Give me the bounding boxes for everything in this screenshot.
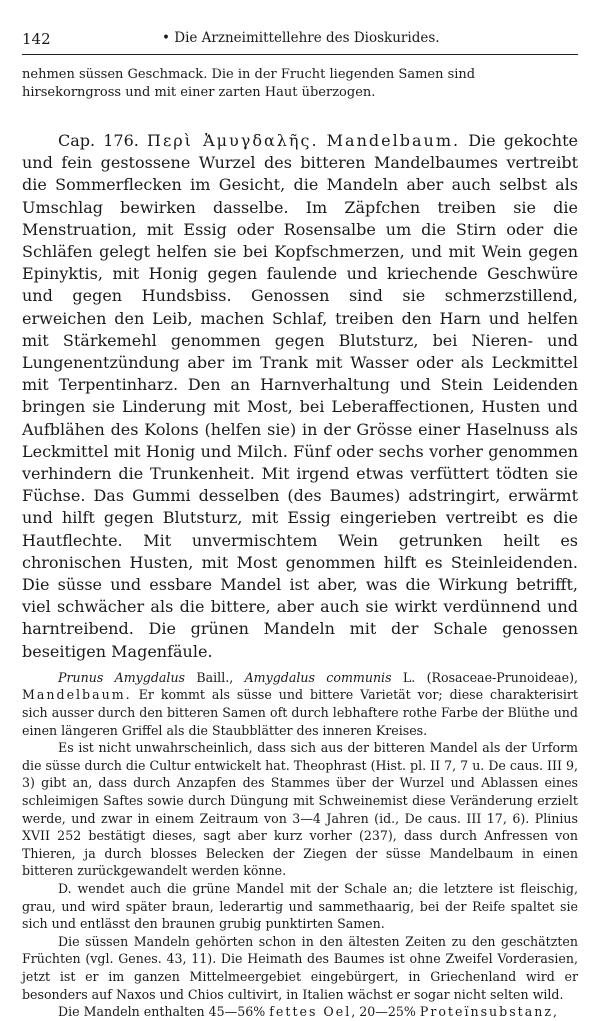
page-header <box>22 30 578 56</box>
chapter-number: Cap. 176. <box>58 131 139 150</box>
p5-part-a: Die Mandeln enthalten 45—56% <box>58 1004 270 1020</box>
chapter-body: Die gekochte und fein gestossene Wurzel des bitteren Mandelbaumes vertreibt die Sommerflecken im Gesicht, die Mandeln aber auch selbst als Umschlag bewirken dasselbe. Im Zäpfchen treiben sie die Menstruation, mit Essig oder Rosensalbe um die Stirn oder die Schläfen gelegt helfen sie bei Kopfschmerzen, und mit Wein gegen Epinyktis, mit Honig gegen faulende und kriechende Geschwüre und gegen Hundsbiss. Genossen sind sie schmerzstillend, erweichen den Leib, machen Schlaf, treiben den Harn und helfen mit Stärkemehl genommen gegen Blutsturz, bei Nieren- und Lungenentzündung aber im Trank mit Wasser oder als Leckmittel mit Terpentinharz. Den an Harnverhaltung und Stein Leidenden bringen sie Linderung mit Most, bei Leberaffectionen, Husten und Aufblähen des Kolons (helfen sie) in der Grösse einer Haselnuss als Leckmittel mit Honig und Milch. Fünf oder sechs vorher genommen verhindern die Trunkenheit. Mit irgend etwas verfüttert tödten sie Füchse. Das Gummi desselben (des Baumes) adstringirt, erwärmt und hilft gegen Blutsturz, mit Essig eingerieben vertreibt es die Hautflechte. Mit unvermischtem Wein getrunken heilt es chronischen Husten, mit Most genommen hilft es Steinleidenden. Die süsse und essbare Mandel ist aber, was die Wirkung betrifft, viel schwächer als die bittere, aber auch sie wirkt verdünnend und harntreibend. Die grünen Mandeln mit der Schale genossen beseitigen Magenfäule. <box>22 131 578 661</box>
commentary-text-1: Er kommt als süsse und bittere Varietät vor; diese charakterisirt sich ausser durch den bitteren Samen oft durch lebhaftere rothe Farbe der Blüthe und einen längeren Griffel als die Staubblätter des inneren Kreises. <box>22 687 578 738</box>
botanical-name-1: Prunus Amygdalus <box>58 669 186 685</box>
commentary-paragraph-1 <box>22 669 578 739</box>
p5-part-e: , <box>553 1004 558 1020</box>
fatty-oil-term: fettes Oel <box>269 1004 352 1020</box>
author-2: L. (Rosaceae-Prunoideae), <box>391 669 578 685</box>
botanical-name-2: Amygdalus communis <box>244 669 392 685</box>
greek-title: Περὶ Ἀμυγδαλῆς. <box>147 131 319 150</box>
commentary-paragraph-5 <box>22 1003 578 1021</box>
chapter-176 <box>22 130 578 663</box>
common-name: Mandelbaum. <box>22 687 132 703</box>
commentary-paragraph-4: Die süssen Mandeln gehörten schon in den ältesten Zeiten zu den geschätzten Früchten (vgl. Genes. 43, 11). Die Heimath des Baumes ist ohne Zweifel Vorderasien, jetzt ist er im ganzen Mittelmeergebiet eingebürgert, in Griechenland wird er besonders auf Naxos und Chios cultivirt, in Italien wächst er sogar nicht selten wild. <box>22 933 578 1002</box>
p5-part-c: , 20—25% <box>351 1004 420 1020</box>
commentary-paragraph-2: Es ist nicht unwahrscheinlich, dass sich aus der bitteren Mandel als der Urform die süsse durch die Cultur entwickelt hat. Theophrast (Hist. pl. II 7, 7 u. De caus. III 9, 3) gibt an, dass durch Anzapfen des Stammes über der Wurzel und Ablassen eines schleimigen Saftes sowie durch Düngung mit Schweinemist diese Veränderung erzielt werde, und zwar in einem Zeitraum von 3—4 Jahren (id., De caus. III 17, 6). Plinius XVII 252 bestätigt dieses, sagt aber kurz vorher (237), dass durch Anfressen von Thieren, ja durch blosses Belecken der Ziegen der süsse Mandelbaum in einen bitteren zurückgewandelt werden könne. <box>22 740 578 879</box>
protein-term: Proteïnsubstanz <box>419 1004 554 1020</box>
intro-text: nehmen süssen Geschmack. Die in der Frucht liegenden Samen sind hirsekorngross und mit einer zarten Haut überzogen. <box>22 67 476 100</box>
running-title: • Die Arzneimittellehre des Dioskurides. <box>162 30 440 46</box>
header-rule <box>22 54 578 55</box>
author-1: Baill., <box>185 669 245 685</box>
commentary-paragraph-3: D. wendet auch die grüne Mandel mit der Schale an; die letztere ist fleischig, grau, und wird später braun, lederartig und sammethaarig, bei der Reife spaltet sie sich und entlässt den braunen grubig punktirten Samen. <box>22 881 578 932</box>
commentary <box>22 669 578 1021</box>
page-number: 142 <box>22 30 51 48</box>
german-plant-name: Mandelbaum. <box>326 131 461 150</box>
